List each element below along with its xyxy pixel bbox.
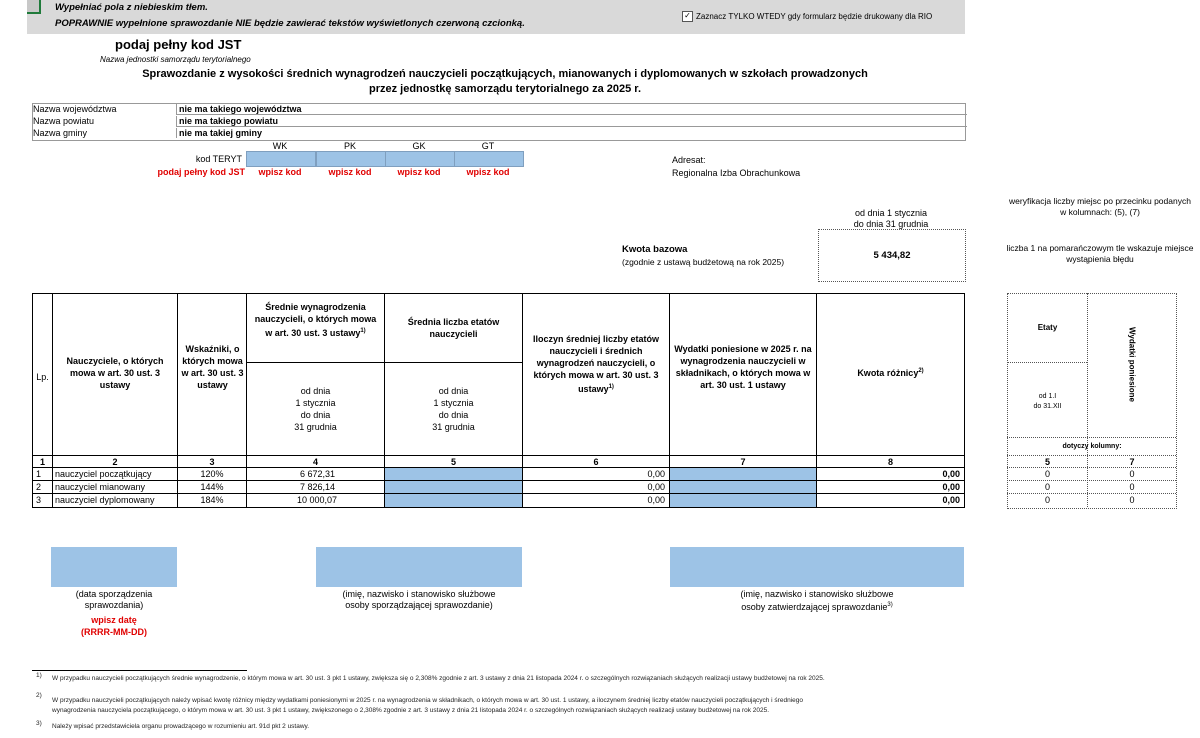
verify-dotyczy: dotyczy kolumny:: [1062, 443, 1122, 450]
header-teachers: Nauczyciele, o których mowa w art. 30 ust. 3 ustawy: [66, 356, 164, 390]
teryt-label: kod TERYT: [195, 154, 242, 164]
header-expenses: Wydatki poniesione w 2025 r. na wynagrodzenia nauczycieli w składnikach, o których mowa w art. 30 ust. 1 ustawy: [674, 344, 812, 390]
base-amount-label: Kwota bazowa: [622, 244, 688, 255]
table-row-lp: 2: [36, 482, 42, 492]
teryt-col-gt: GT: [481, 141, 495, 151]
table-row-lp: 1: [36, 469, 42, 479]
header-avg-salary: Średnie wynagrodzenia nauczycieli, o których mowa w art. 30 ust. 3 ustawy$^{1)}$: [254, 302, 377, 338]
teryt-wk-input[interactable]: [246, 151, 316, 167]
footnote-mark: 3): [36, 720, 42, 727]
verify-col5: 5: [1044, 457, 1050, 467]
table-row-name: nauczyciel początkujący: [55, 469, 152, 479]
table-row-salary: 10 000,07: [297, 495, 338, 505]
address-label: Adresat:: [672, 155, 706, 165]
teryt-wk-placeholder: wpisz kod: [258, 167, 302, 177]
verify-cell: 0: [1129, 482, 1135, 492]
date-hint: wpisz datę (RRRR-MM-DD): [81, 615, 147, 637]
col-number: 7: [740, 457, 746, 467]
table-row-name: nauczyciel dyplomowany: [55, 495, 155, 505]
base-amount-value: 5 434,82: [818, 229, 966, 282]
teryt-col-wk: WK: [272, 141, 288, 151]
teryt-gk-input[interactable]: [385, 151, 455, 167]
verify-cell: 0: [1044, 482, 1050, 492]
table-row-index: 184%: [200, 495, 224, 505]
col-number: 1: [39, 457, 45, 467]
base-amount-sub: (zgodnie z ustawą budżetową na rok 2025): [622, 257, 785, 267]
verify-cell: 0: [1129, 469, 1135, 479]
footnote-2a: W przypadku nauczycieli początkujących należy wpisać kwotę różnicy między wydatkami poniesionymi w 2025 r. na wynagrodzenia w składnikach, o których mowa w art. 30 ust. 1 ustawy, a iloczynem średniej liczby etatów nauczycieli początkujących i średniego: [52, 697, 803, 704]
col-number: 5: [450, 457, 456, 467]
teryt-col-pk: PK: [343, 141, 356, 151]
table-row-name: nauczyciel mianowany: [55, 482, 146, 492]
teryt-col-gk: GK: [412, 141, 426, 151]
table-row-salary: 7 826,14: [300, 482, 336, 492]
verify-period1: od 1.I: [1038, 393, 1057, 400]
instruction-line2: POPRAWNIE wypełnione sprawozdanie NIE będzie zawierać tekstów wyświetlonych czerwoną czcionką.: [55, 18, 525, 29]
commune-value: nie ma takiej gminy: [176, 128, 967, 138]
verify-cell: 0: [1129, 495, 1135, 505]
header-diff: Kwota różnicy$^{2)}$: [857, 368, 924, 378]
county-value: nie ma takiego powiatu: [176, 116, 967, 127]
date-caption: (data sporządzenia sprawozdania): [75, 589, 153, 610]
teryt-pk-placeholder: wpisz kod: [328, 167, 372, 177]
fte-inputs[interactable]: [385, 468, 522, 507]
verify-etaty: Etaty: [1037, 323, 1058, 332]
table-row-diff: 0,00: [942, 482, 960, 492]
period-col4: od dnia 1 stycznia do dnia 31 grudnia: [294, 386, 337, 432]
table-row-index: 120%: [200, 469, 224, 479]
approver-input[interactable]: [670, 547, 964, 587]
col-number: 4: [312, 457, 318, 467]
header-product: Iloczyn średniej liczby etatów nauczycieli i średnich wynagrodzeń nauczycieli, o których mowa w art. 30 ust. 3 ustawy$^{1)}$: [532, 334, 660, 394]
report-title-line2: przez jednostkę samorządu terytorialnego za 2025 r.: [368, 83, 642, 95]
footnote-2b: wynagrodzenia nauczyciela początkującego, o którym mowa w art. 30 ust. 3 pkt 1 ustawy, zwiększonego o 2,308% zgodnie z art. 3 ustawy z dnia 21 listopada 2024 r. o szczególnych rozwiązaniach służących realizacji ustawy budżetowej na rok 2025.: [52, 707, 770, 714]
footnote-mark: 1): [36, 672, 42, 679]
commune-label: Nazwa gminy: [33, 128, 88, 138]
print-checkbox-label: Zaznacz TYLKO WTEDY gdy formularz będzie drukowany dla RIO: [696, 12, 933, 21]
table-row-salary: 6 672,31: [300, 469, 336, 479]
col-number: 8: [887, 457, 893, 467]
verify-note: weryfikacja liczby miejsc po przecinku podanych w kolumnach: (5), (7): [1009, 196, 1191, 217]
col-number: 3: [209, 457, 215, 467]
footnote-1: W przypadku nauczycieli początkujących średnie wynagrodzenie, o którym mowa w art. 30 ust. 3 pkt 1 ustawy, zwiększa się o 2,308% zgodnie z art. 3 ustawy z dnia 21 listopada 2024 r. o szczególnych rozwiązaniach służących realizacji ustawy budżetowej na rok 2025.: [52, 675, 825, 682]
verify-wydatki: Wydatki poniesione: [1127, 327, 1137, 402]
table-row-product: 0,00: [647, 482, 665, 492]
header-avg-fte: Średnia liczba etatów nauczycieli: [407, 317, 500, 339]
cell-cursor: [27, 0, 41, 14]
teryt-gt-input[interactable]: [454, 151, 524, 167]
teryt-gt-placeholder: wpisz kod: [466, 167, 510, 177]
teryt-gk-placeholder: wpisz kod: [397, 167, 441, 177]
table-row-product: 0,00: [647, 469, 665, 479]
table-row-product: 0,00: [647, 495, 665, 505]
teryt-pk-input[interactable]: [316, 151, 386, 167]
preparer-input[interactable]: [316, 547, 522, 587]
address-value: Regionalna Izba Obrachunkowa: [672, 168, 801, 178]
instruction-line1: Wypełniać pola z niebieskim tłem.: [55, 2, 208, 13]
jst-code-heading: podaj pełny kod JST: [115, 37, 242, 52]
error-hint-note: liczba 1 na pomarańczowym tle wskazuje miejsce wystąpienia błędu: [1006, 243, 1194, 264]
col-number: 2: [112, 457, 118, 467]
footnote-3: Należy wpisać przedstawiciela organu prowadzącego w rozumieniu art. 91d pkt 2 ustawy.: [52, 723, 310, 730]
verify-cell: 0: [1044, 469, 1050, 479]
county-label: Nazwa powiatu: [33, 116, 95, 126]
verify-col7: 7: [1129, 457, 1135, 467]
verify-period2: do 31.XII: [1033, 403, 1062, 410]
jst-caption: Nazwa jednostki samorządu terytorialnego: [100, 55, 251, 64]
expenses-inputs[interactable]: [670, 468, 816, 507]
table-row-index: 144%: [200, 482, 224, 492]
footnote-mark: 2): [36, 692, 42, 699]
preparer-caption: (imię, nazwisko i stanowisko służbowe osoby sporządzającej sprawozdanie): [342, 589, 496, 610]
print-checkbox[interactable]: [682, 11, 693, 22]
voivodeship-label: Nazwa województwa: [33, 104, 117, 114]
period-col5: od dnia 1 stycznia do dnia 31 grudnia: [432, 386, 475, 432]
col-number: 6: [593, 457, 599, 467]
header-index: Wskaźniki, o których mowa w art. 30 ust. 3 ustawy: [181, 344, 244, 390]
period-line1: od dnia 1 stycznia: [854, 208, 928, 218]
report-title-line1: Sprawozdanie z wysokości średnich wynagrodzeń nauczycieli początkujących, mianowanych i dyplomowanych w szkołach prowadzonych: [142, 68, 868, 80]
table-row-diff: 0,00: [942, 495, 960, 505]
table-row-lp: 3: [36, 495, 42, 505]
check-icon: ✓: [684, 11, 691, 20]
date-input[interactable]: [51, 547, 177, 587]
header-lp: Lp.: [36, 372, 49, 382]
teryt-hint: podaj pełny kod JST: [157, 167, 245, 177]
verify-cell: 0: [1044, 495, 1050, 505]
voivodeship-value: nie ma takiego województwa: [176, 104, 967, 115]
footnote-divider: [32, 670, 247, 671]
approver-caption: (imię, nazwisko i stanowisko służbowe osoby zatwierdzającej sprawozdanie$^{3)}$: [740, 589, 894, 612]
period-line2: do dnia 31 grudnia: [853, 219, 929, 229]
table-row-diff: 0,00: [942, 469, 960, 479]
